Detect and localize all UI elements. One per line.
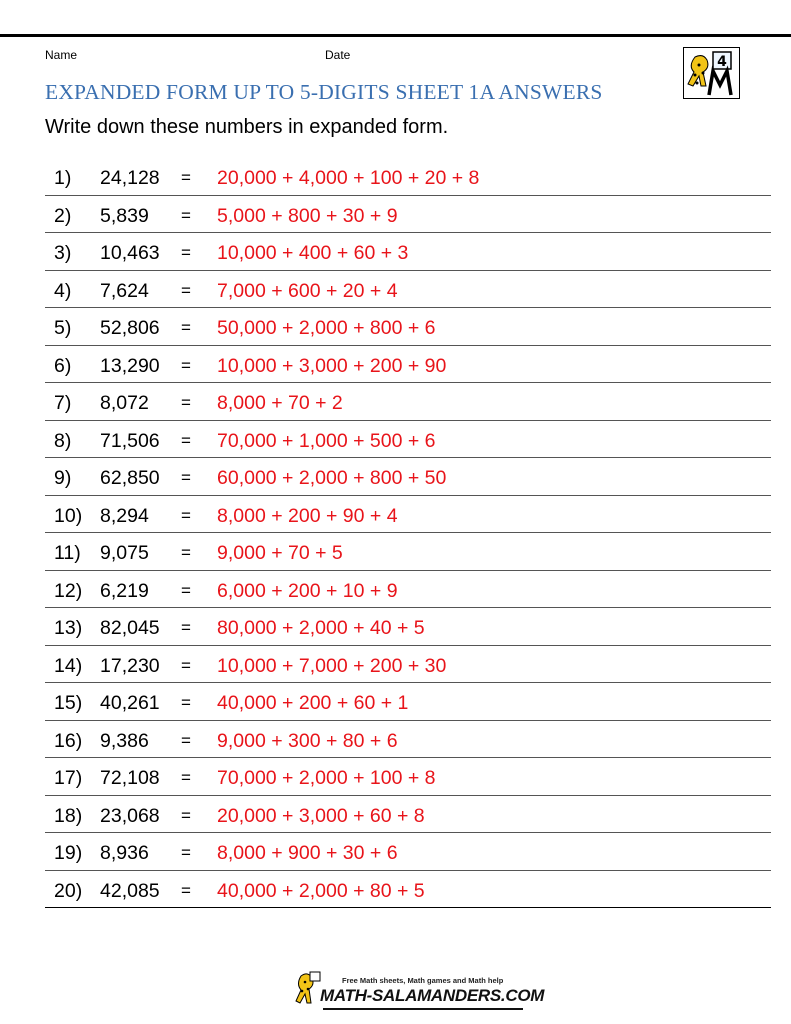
answer-text: 10,000 + 3,000 + 200 + 90 [217, 354, 447, 377]
equals-sign: = [181, 843, 191, 862]
equals-sign: = [181, 430, 191, 450]
question-row [45, 833, 771, 871]
question-value: 24,128 [100, 167, 160, 189]
question-value: 10,463 [100, 242, 160, 264]
question-row [45, 683, 771, 721]
question-row [45, 421, 771, 459]
question-row [45, 646, 771, 684]
answer-text: 9,000 + 70 + 5 [217, 542, 343, 564]
question-row [45, 346, 771, 384]
question-list [45, 158, 771, 908]
question-number: 10) [54, 504, 83, 527]
salamander-logo-icon [683, 47, 740, 99]
question-row [45, 721, 771, 759]
instructions: Write down these numbers in expanded form. [45, 116, 449, 138]
footer-site-name[interactable]: MATH-SALAMANDERS.COM [320, 986, 545, 1005]
question-number: 2) [54, 204, 72, 227]
footer-tagline: Free Math sheets, Math games and Math help [342, 976, 504, 985]
answer-text: 8,000 + 900 + 30 + 6 [217, 842, 398, 864]
footer-underline [323, 1008, 523, 1010]
equals-sign: = [181, 693, 191, 712]
equals-sign: = [181, 768, 191, 787]
answer-text: 5,000 + 800 + 30 + 9 [217, 204, 398, 227]
question-number: 16) [54, 729, 83, 752]
equals-sign: = [181, 205, 191, 225]
question-value: 17,230 [100, 654, 160, 677]
question-row [45, 196, 771, 234]
answer-text: 6,000 + 200 + 10 + 9 [217, 579, 398, 602]
question-value: 13,290 [100, 354, 160, 377]
answer-text: 80,000 + 2,000 + 40 + 5 [217, 617, 425, 639]
question-number: 15) [54, 692, 83, 714]
question-number: 4) [54, 279, 72, 302]
equals-sign: = [181, 318, 191, 337]
equals-sign: = [181, 280, 191, 300]
equals-sign: = [181, 168, 191, 187]
name-label: Name [45, 48, 78, 62]
footer-logo [295, 966, 545, 1014]
page-title: EXPANDED FORM UP TO 5-DIGITS SHEET 1A ANSWERS [45, 80, 603, 104]
question-number: 1) [54, 167, 72, 189]
answer-text: 10,000 + 7,000 + 200 + 30 [217, 654, 447, 677]
question-value: 6,219 [100, 579, 149, 602]
equals-sign: = [181, 393, 191, 412]
question-value: 5,839 [100, 204, 149, 227]
question-value: 8,936 [100, 842, 149, 864]
question-number: 20) [54, 879, 83, 902]
question-value: 9,075 [100, 542, 149, 564]
question-value: 72,108 [100, 767, 160, 789]
question-value: 82,045 [100, 617, 160, 639]
equals-sign: = [181, 880, 191, 900]
question-row [45, 796, 771, 834]
answer-text: 40,000 + 200 + 60 + 1 [217, 692, 409, 714]
question-value: 71,506 [100, 429, 160, 452]
answer-text: 50,000 + 2,000 + 800 + 6 [217, 317, 436, 339]
question-row [45, 158, 771, 196]
question-value: 7,624 [100, 279, 149, 302]
answer-text: 20,000 + 4,000 + 100 + 20 + 8 [217, 167, 480, 189]
answer-text: 20,000 + 3,000 + 60 + 8 [217, 804, 425, 827]
question-number: 6) [54, 354, 72, 377]
question-value: 40,261 [100, 692, 160, 714]
question-row [45, 233, 771, 271]
equals-sign: = [181, 543, 191, 562]
question-row [45, 271, 771, 309]
question-number: 5) [54, 317, 72, 339]
question-row [45, 758, 771, 796]
equals-sign: = [181, 580, 191, 600]
question-number: 7) [54, 392, 72, 414]
question-value: 9,386 [100, 729, 149, 752]
answer-text: 9,000 + 300 + 80 + 6 [217, 729, 398, 752]
equals-sign: = [181, 805, 191, 825]
question-value: 42,085 [100, 879, 160, 902]
question-row [45, 458, 771, 496]
question-row [45, 496, 771, 534]
question-value: 23,068 [100, 804, 160, 827]
question-value: 8,072 [100, 392, 149, 414]
equals-sign: = [181, 505, 191, 525]
question-number: 14) [54, 654, 83, 677]
question-row [45, 571, 771, 609]
question-number: 9) [54, 467, 72, 489]
footer-salamander-icon [295, 970, 321, 1010]
question-row [45, 533, 771, 571]
question-number: 8) [54, 429, 72, 452]
answer-text: 70,000 + 1,000 + 500 + 6 [217, 429, 436, 452]
question-value: 8,294 [100, 504, 149, 527]
answer-text: 10,000 + 400 + 60 + 3 [217, 242, 409, 264]
logo-grade-text: 4 [717, 54, 727, 70]
question-number: 12) [54, 579, 83, 602]
question-number: 3) [54, 242, 72, 264]
answer-text: 70,000 + 2,000 + 100 + 8 [217, 767, 436, 789]
question-row [45, 383, 771, 421]
question-row [45, 871, 771, 909]
date-label: Date [325, 48, 351, 62]
equals-sign: = [181, 655, 191, 675]
top-rule [0, 34, 791, 37]
question-row [45, 308, 771, 346]
answer-text: 40,000 + 2,000 + 80 + 5 [217, 879, 425, 902]
question-number: 19) [54, 842, 83, 864]
question-row [45, 608, 771, 646]
answer-text: 7,000 + 600 + 20 + 4 [217, 279, 398, 302]
equals-sign: = [181, 730, 191, 750]
answer-text: 60,000 + 2,000 + 800 + 50 [217, 467, 447, 489]
answer-text: 8,000 + 70 + 2 [217, 392, 343, 414]
question-number: 11) [54, 542, 81, 564]
equals-sign: = [181, 243, 191, 262]
equals-sign: = [181, 618, 191, 637]
question-value: 52,806 [100, 317, 160, 339]
question-number: 13) [54, 617, 83, 639]
question-number: 17) [54, 767, 83, 789]
question-value: 62,850 [100, 467, 160, 489]
answer-text: 8,000 + 200 + 90 + 4 [217, 504, 398, 527]
question-number: 18) [54, 804, 83, 827]
equals-sign: = [181, 355, 191, 375]
equals-sign: = [181, 468, 191, 487]
